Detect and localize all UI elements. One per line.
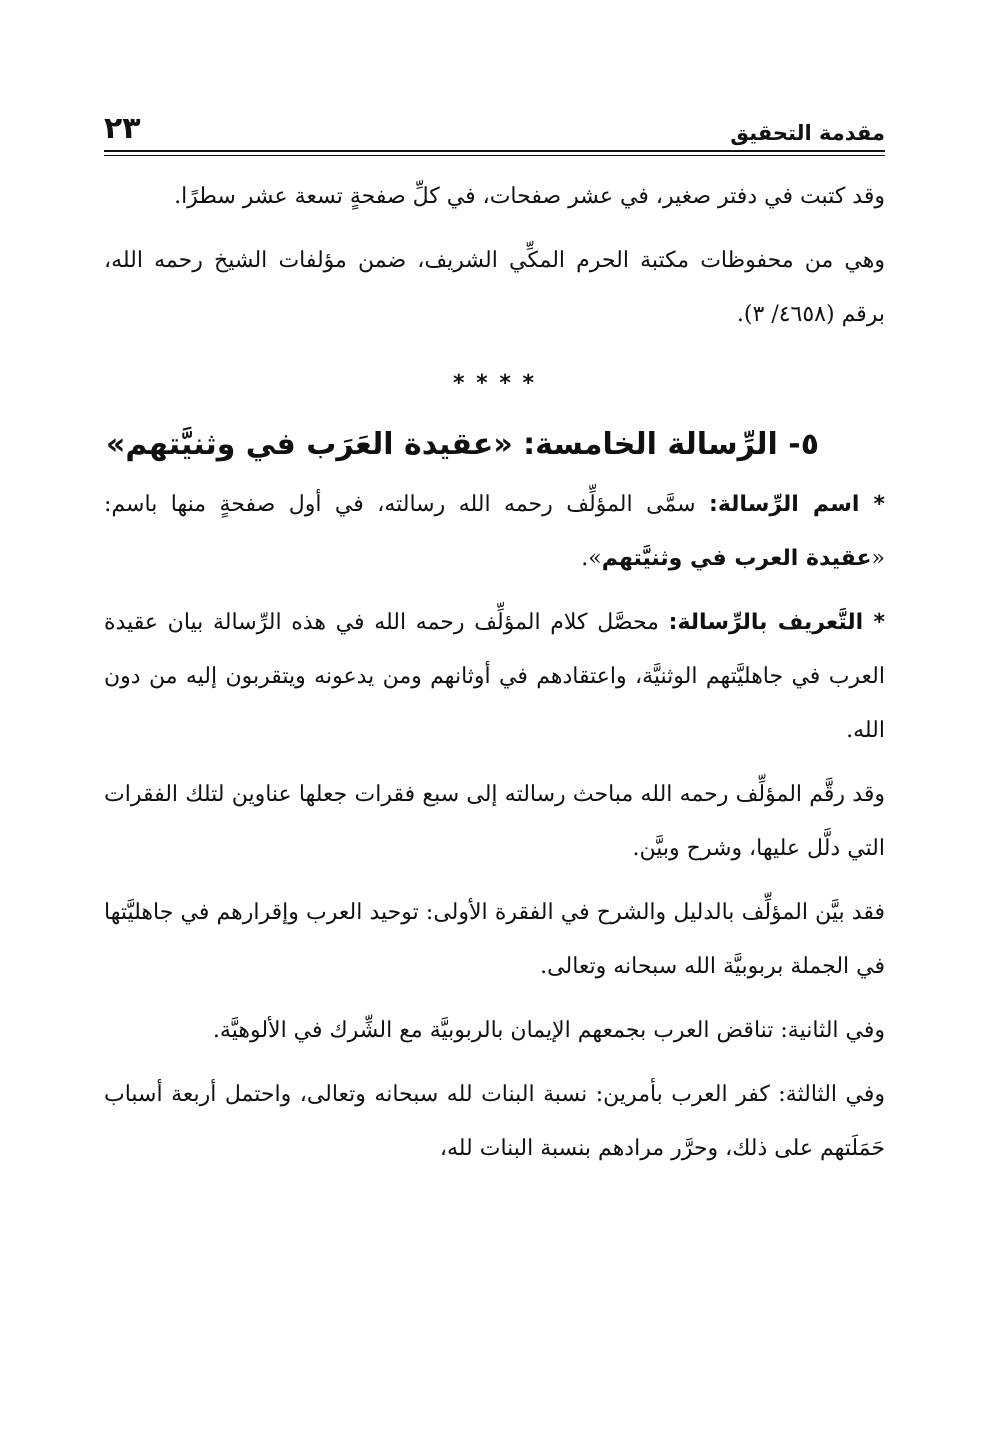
paragraph-treatise-definition <box>104 596 885 758</box>
header-rule-thin <box>104 155 885 156</box>
page-number: ٢٣ <box>104 111 141 146</box>
treatise-definition-text: محصَّل كلام المؤلِّف رحمه الله في هذه الرِّسالة بيان عقيدة العرب في جاهليَّتهم الوثنيَّة، واعتقادهم في أوثانهم ومن يدعونه ويتقربون إليه من دون الله. <box>104 610 885 743</box>
header-rule-thick <box>104 150 885 152</box>
treatise-name-end: ». <box>581 546 602 571</box>
treatise-name-title: عقيدة العرب في وثنيَّتهم <box>601 546 872 571</box>
book-page <box>104 108 885 1176</box>
paragraph-treatise-name <box>104 478 885 586</box>
paragraph-second-section: وفي الثانية: تناقض العرب بجمعهم الإيمان بالربوبيَّة مع الشِّرك في الألوهيَّة. <box>212 1018 885 1043</box>
treatise-name-text: سمَّى المؤلِّف رحمه الله رسالته، في أول صفحةٍ منها باسم: « <box>104 492 885 571</box>
section-separator: * * * * <box>453 371 536 396</box>
page-header <box>104 108 885 144</box>
treatise-name-lead: * اسم الرِّسالة: <box>709 492 885 517</box>
treatise-definition-lead: * التَّعريف بالرِّسالة: <box>668 610 886 635</box>
paragraph-first-section: فقد بيَّن المؤلِّف بالدليل والشرح في الفقرة الأولى: توحيد العرب وإقرارهم في جاهليَّتها في الجملة بربوبيَّة الله سبحانه وتعالى. <box>104 900 885 979</box>
paragraph-third-section: وفي الثالثة: كفر العرب بأمرين: نسبة البنات لله سبحانه وتعالى، واحتمل أربعة أسباب حَمَلَتهم على ذلك، وحرَّر مرادهم بنسبة البنات لله، <box>104 1082 885 1161</box>
paragraph-manuscript-description: وقد كتبت في دفتر صغير، في عشر صفحات، في كلِّ صفحةٍ تسعة عشر سطرًا. <box>174 184 885 209</box>
paragraph-manuscript-location: وهي من محفوظات مكتبة الحرم المكِّي الشريف، ضمن مؤلفات الشيخ رحمه الله، برقم (٤٦٥٨/ ٣). <box>104 248 885 327</box>
section-heading: ٥- الرِّسالة الخامسة: «عقيدة العَرَب في وثنيَّتهم» <box>106 427 819 462</box>
running-title: مقدمة التحقيق <box>730 121 885 145</box>
paragraph-sections-overview: وقد رقَّم المؤلِّف رحمه الله مباحث رسالته إلى سبع فقرات جعلها عناوين لتلك الفقرات التي دلَّل عليها، وشرح وبيَّن. <box>104 782 885 861</box>
